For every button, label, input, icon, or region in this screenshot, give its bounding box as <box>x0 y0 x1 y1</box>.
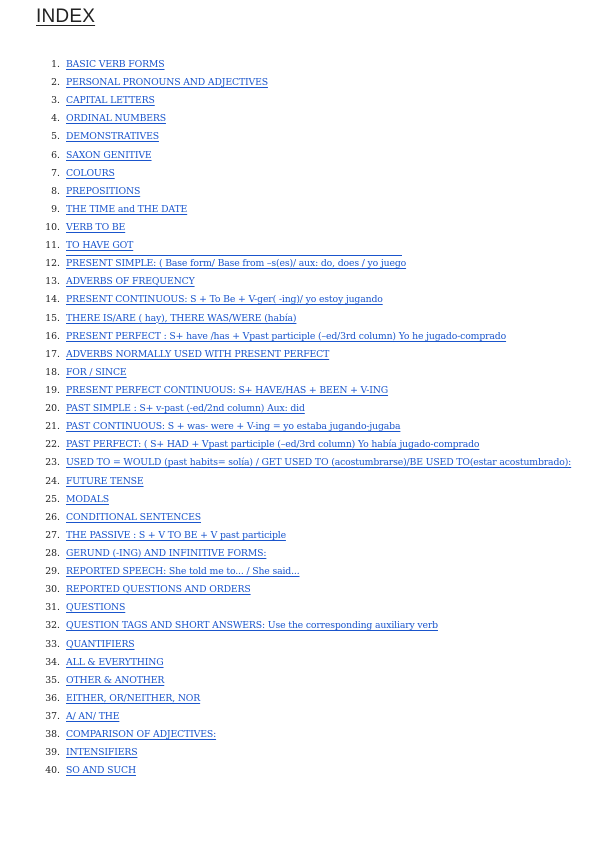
index-link-37[interactable]: A/ AN/ THE <box>66 710 120 722</box>
index-number: 31. <box>45 602 60 614</box>
index-number: 38. <box>45 729 60 741</box>
index-number: 34. <box>45 656 60 668</box>
index-item <box>0 690 600 708</box>
index-number: 30. <box>45 584 60 596</box>
index-number: 1. <box>51 59 60 70</box>
index-link-10[interactable]: VERB TO BE <box>66 221 126 233</box>
index-number: 7. <box>51 167 60 179</box>
page-title: INDEX <box>36 6 96 27</box>
index-number: 20. <box>45 403 60 415</box>
index-item <box>0 599 600 617</box>
index-link-34[interactable]: ALL & EVERYTHING <box>66 656 164 668</box>
index-number: 22. <box>45 439 60 451</box>
index-number: 37. <box>45 710 60 722</box>
index-link-14[interactable]: PRESENT CONTINUOUS: S + To Be + V-ger( -ing)/ yo estoy jugando <box>66 294 383 306</box>
index-link-30[interactable]: REPORTED QUESTIONS AND ORDERS <box>66 584 251 596</box>
index-number: 21. <box>45 421 60 433</box>
index-number: 29. <box>45 566 60 578</box>
index-number: 18. <box>45 366 60 378</box>
index-number: 16. <box>45 330 60 342</box>
index-item <box>0 708 600 726</box>
index-number: 14. <box>45 294 60 306</box>
index-number: 10. <box>45 221 60 233</box>
index-link-38[interactable]: COMPARISON OF ADJECTIVES: <box>66 729 217 741</box>
index-item <box>0 672 600 690</box>
index-link-17[interactable]: ADVERBS NORMALLY USED WITH PRESENT PERFECT <box>66 348 330 360</box>
index-item <box>0 617 600 635</box>
index-link-3[interactable]: CAPITAL LETTERS <box>66 95 155 107</box>
index-number: 35. <box>45 674 60 686</box>
index-item <box>0 128 600 146</box>
index-number: 15. <box>45 312 60 324</box>
index-link-36[interactable]: EITHER, OR/NEITHER, NOR <box>66 692 201 704</box>
index-item <box>0 744 600 762</box>
index-number: 39. <box>45 747 60 759</box>
index-link-40[interactable]: SO AND SUCH <box>66 765 136 777</box>
index-item <box>0 237 600 255</box>
index-link-1[interactable]: BASIC VERB FORMS <box>66 59 165 70</box>
index-link-11[interactable]: TO HAVE GOT <box>66 237 402 256</box>
index-list <box>0 56 600 780</box>
index-link-9[interactable]: THE TIME and THE DATE <box>66 203 188 215</box>
index-link-29[interactable]: REPORTED SPEECH: She told me to... / She said... <box>66 566 300 578</box>
index-item <box>0 201 600 219</box>
index-number: 28. <box>45 547 60 559</box>
index-number: 17. <box>45 348 60 360</box>
index-link-24[interactable]: FUTURE TENSE <box>66 475 144 487</box>
index-number: 4. <box>51 113 60 125</box>
index-item <box>0 418 600 436</box>
index-number: 12. <box>45 258 60 270</box>
index-number: 9. <box>51 203 60 215</box>
index-item <box>0 581 600 599</box>
index-item <box>0 473 600 491</box>
index-link-7[interactable]: COLOURS <box>66 167 115 179</box>
index-item <box>0 147 600 165</box>
index-number: 8. <box>51 185 60 197</box>
index-link-25[interactable]: MODALS <box>66 493 109 505</box>
index-item <box>0 364 600 382</box>
index-link-28[interactable]: GERUND (-ING) AND INFINITIVE FORMS: <box>66 547 267 559</box>
index-link-22[interactable]: PAST PERFECT: ( S+ HAD + Vpast participle (–ed/3rd column) Yo había jugado-comprado <box>66 439 480 451</box>
index-link-13[interactable]: ADVERBS OF FREQUENCY <box>66 276 195 288</box>
index-item <box>0 255 600 273</box>
index-item <box>0 400 600 418</box>
index-link-35[interactable]: OTHER & ANOTHER <box>66 674 165 686</box>
index-item <box>0 454 600 472</box>
index-item <box>0 56 600 74</box>
index-number: 40. <box>45 765 60 777</box>
index-link-19[interactable]: PRESENT PERFECT CONTINUOUS: S+ HAVE/HAS + BEEN + V-ING <box>66 384 389 396</box>
index-link-6[interactable]: SAXON GENITIVE <box>66 149 152 161</box>
index-item <box>0 636 600 654</box>
index-item <box>0 165 600 183</box>
index-link-21[interactable]: PAST CONTINUOUS: S + was- were + V-ing = yo estaba jugando-jugaba <box>66 421 401 433</box>
index-number: 5. <box>51 131 60 143</box>
index-item <box>0 382 600 400</box>
index-number: 24. <box>45 475 60 487</box>
index-number: 25. <box>45 493 60 505</box>
index-item <box>0 762 600 780</box>
index-link-23[interactable]: USED TO = WOULD (past habits= solía) / GET USED TO (acostumbrarse)/BE USED TO(estar acostumbrado): <box>66 457 572 469</box>
index-number: 13. <box>45 276 60 288</box>
index-link-26[interactable]: CONDITIONAL SENTENCES <box>66 511 202 523</box>
index-link-8[interactable]: PREPOSITIONS <box>66 185 141 197</box>
index-link-31[interactable]: QUESTIONS <box>66 602 126 614</box>
index-number: 11. <box>45 240 60 252</box>
index-number: 32. <box>45 620 60 632</box>
index-link-2[interactable]: PERSONAL PRONOUNS AND ADJECTIVES <box>66 77 268 89</box>
index-item <box>0 291 600 309</box>
index-item <box>0 563 600 581</box>
index-number: 3. <box>51 95 60 107</box>
index-item <box>0 110 600 128</box>
index-link-27[interactable]: THE PASSIVE : S + V TO BE + V past participle <box>66 529 286 541</box>
index-link-5[interactable]: DEMONSTRATIVES <box>66 131 159 143</box>
index-item <box>0 726 600 744</box>
index-number: 26. <box>45 511 60 523</box>
index-item <box>0 654 600 672</box>
index-number: 19. <box>45 384 60 396</box>
index-item <box>0 328 600 346</box>
index-link-16[interactable]: PRESENT PERFECT : S+ have /has + Vpast participle (–ed/3rd column) Yo he jugado-comprado <box>66 330 507 342</box>
index-link-15[interactable]: THERE IS/ARE ( hay), THERE WAS/WERE (había) <box>66 312 297 324</box>
index-number: 2. <box>51 77 60 89</box>
index-link-20[interactable]: PAST SIMPLE : S+ v-past (-ed/2nd column) Aux: did <box>66 403 305 415</box>
index-link-33[interactable]: QUANTIFIERS <box>66 638 135 650</box>
index-item <box>0 74 600 92</box>
index-item <box>0 183 600 201</box>
index-link-32[interactable]: QUESTION TAGS AND SHORT ANSWERS: Use the corresponding auxiliary verb <box>66 620 438 632</box>
index-item <box>0 491 600 509</box>
index-link-12[interactable]: PRESENT SIMPLE: ( Base form/ Base from –s(es)/ aux: do, does / yo juego <box>66 258 407 270</box>
index-link-18[interactable]: FOR / SINCE <box>66 366 127 378</box>
index-item <box>0 346 600 364</box>
index-item <box>0 545 600 563</box>
index-number: 36. <box>45 692 60 704</box>
index-number: 23. <box>45 457 60 469</box>
index-item <box>0 273 600 291</box>
index-number: 33. <box>45 638 60 650</box>
index-item <box>0 436 600 454</box>
index-number: 6. <box>51 149 60 161</box>
index-number: 27. <box>45 529 60 541</box>
index-item <box>0 509 600 527</box>
index-item <box>0 219 600 237</box>
index-item <box>0 310 600 328</box>
index-item <box>0 527 600 545</box>
index-item <box>0 92 600 110</box>
index-link-4[interactable]: ORDINAL NUMBERS <box>66 113 166 125</box>
index-link-39[interactable]: INTENSIFIERS <box>66 747 138 759</box>
